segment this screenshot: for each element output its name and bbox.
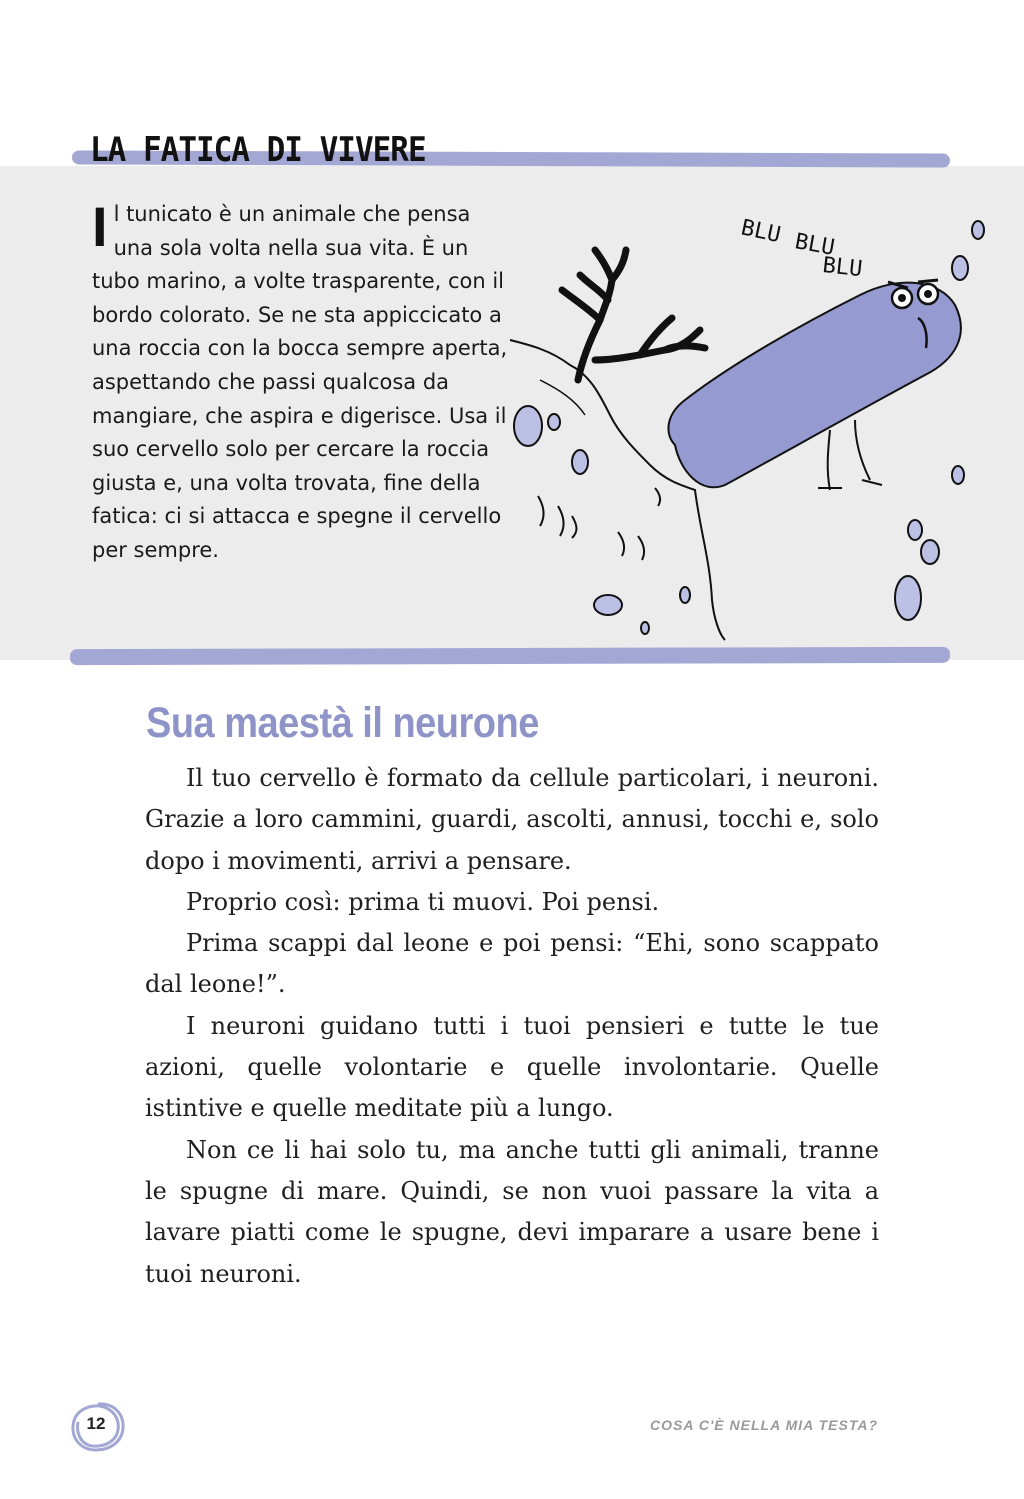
box-bottom-stroke (70, 647, 950, 665)
box-paragraph (92, 195, 512, 568)
page-number: 12 (86, 1414, 106, 1433)
tunicate-icon (668, 280, 960, 490)
page-number-badge (68, 1400, 128, 1454)
bubble-word: BLU (821, 253, 864, 283)
bubble-word: BLU (738, 215, 783, 249)
tunicate-illustration (500, 200, 1010, 650)
water-marks (538, 488, 660, 560)
paragraph: Proprio così: prima ti muovi. Poi pensi. (186, 887, 660, 916)
section-heading: Sua maestà il neurone (146, 700, 539, 748)
paragraph: Il tuo cervello è formato da cellule particolari, i neuroni. Grazie a loro cammini, guardi, ascolti, annusi, tocchi e, solo dopo i movimenti, arrivi a pensare. (145, 764, 879, 875)
box-paragraph-text: l tunicato è un animale che pensa una sola volta nella sua vita. È un tubo marino, a volte trasparente, con il bordo colorato. Se ne sta appiccicato a una roccia con la bocca sempre aperta, aspettando che passi qualcosa da mangiare, che aspira e digerisce. Usa il suo cervello solo per cercare la roccia giusta e, una volta trovata, fine della fatica: ci si attacca e spegne il cervello per sempre. (92, 202, 508, 562)
paragraph: Prima scappi dal leone e poi pensi: “Ehi, sono scappato dal leone!”. (145, 929, 879, 999)
seaweed-icon (562, 250, 705, 380)
body-text (145, 758, 879, 1295)
bubble-word: BLU (792, 229, 837, 261)
running-head: COSA C'È NELLA MIA TESTA? (650, 1417, 878, 1433)
box-title: LA FATICA DI VIVERE (90, 130, 426, 170)
drop-cap: I (92, 195, 108, 258)
paragraph: I neuroni guidano tutti i tuoi pensieri e tutte le tue azioni, quelle volontarie e quelle involontarie. Quelle istintive e quelle meditate più a lungo. (145, 1011, 879, 1123)
paragraph: Non ce li hai solo tu, ma anche tutti gli animali, tranne le spugne di mare. Quindi, se non vuoi passare la vita a lavare piatti come le spugne, devi imparare a usare bene i tuoi neuroni. (145, 1135, 879, 1288)
